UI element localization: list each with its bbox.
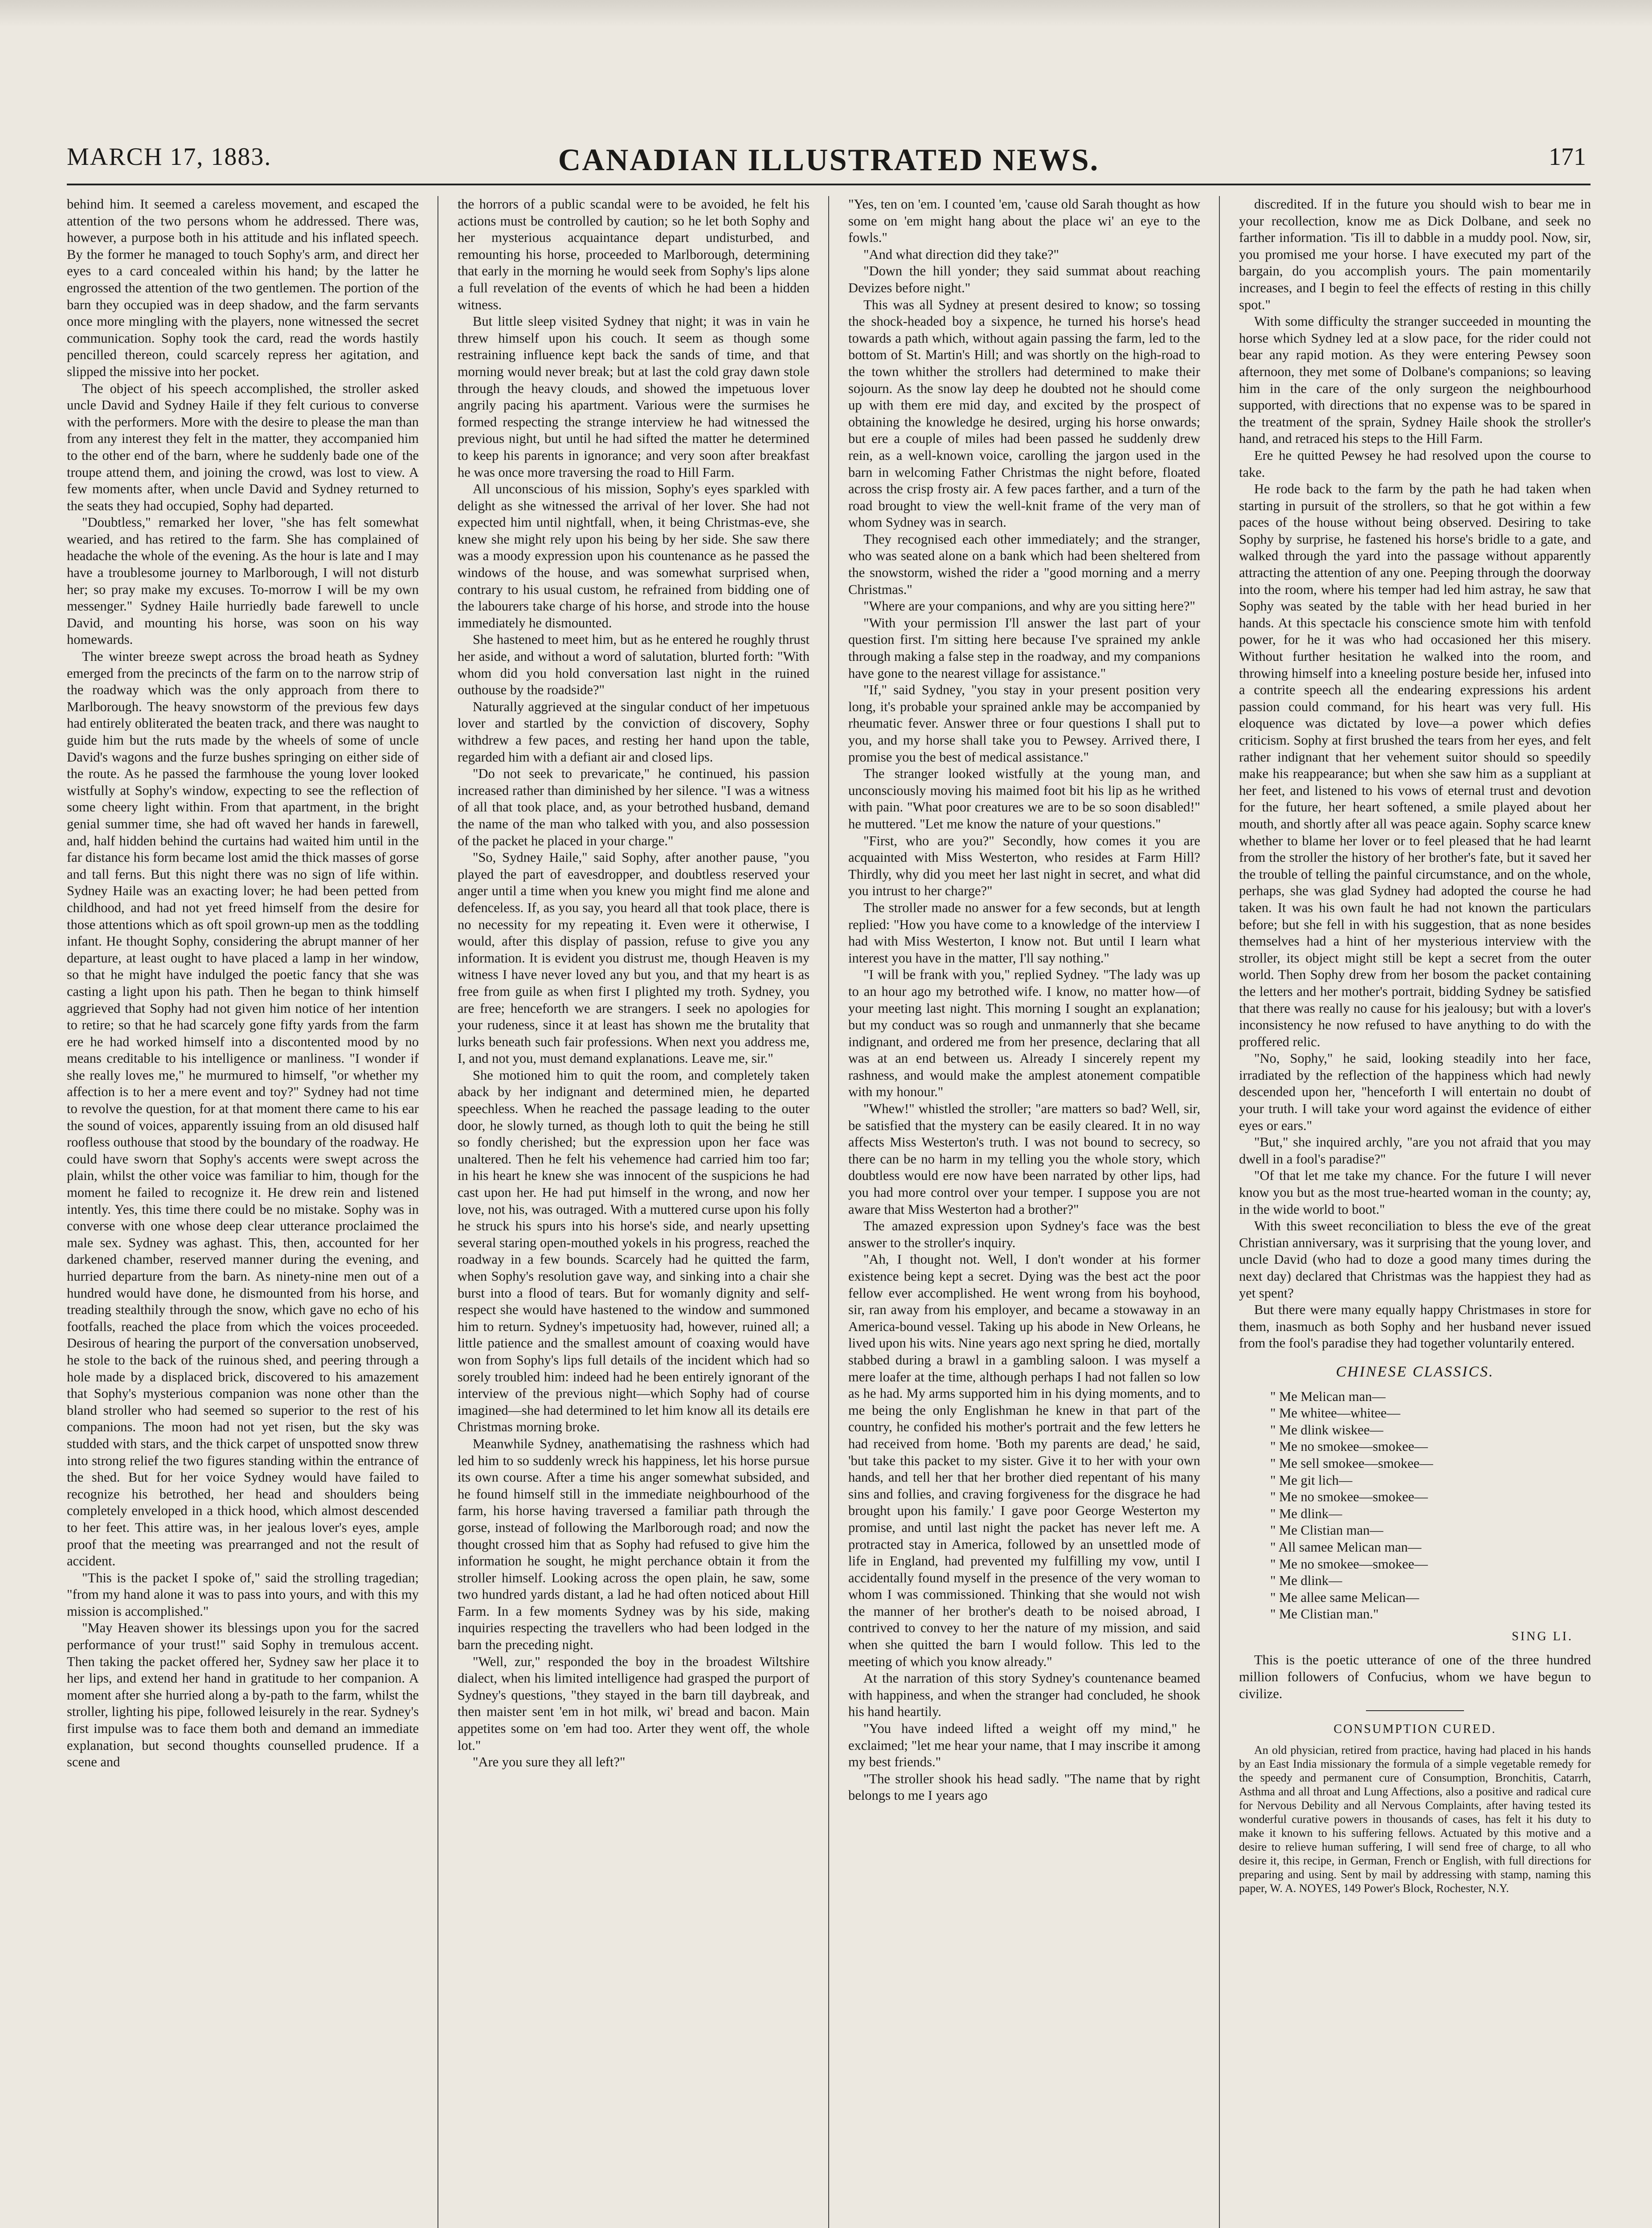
poem-note: This is the poetic utterance of one of the three hundred million followers of Confucius, whom we have begun to civilize.: [1239, 1652, 1591, 1701]
paragraph: "Down the hill yonder; they said summat about reaching Devizes before night.": [848, 263, 1200, 295]
page-number: 171: [1549, 143, 1586, 171]
poem-line: " Me Melican man—: [1270, 1388, 1386, 1404]
paragraph: Meanwhile Sydney, anathematising the rashness which had led him to so suddenly wreck his happiness, let his horse pursue its own course. After a time his anger somewhat subsided, and he found himself still in the immediate neighbourhood of the farm, his horse having traversed a familiar path through the gorse, instead of following the Marlborough road; and now the thought crossed him that as Sophy had refused to give him the information he sought, he might perchance obtain it from the stroller himself. Looking across the open plain, he saw, some two hundred yards distant, a lad he had often noticed about Hill Farm. In a few moments Sydney was by his side, making inquiries respecting the travellers who had been lodged in the barn the preceding night.: [458, 1436, 810, 1653]
paragraph: "But," she inquired archly, "are you not afraid that you may dwell in a fool's paradise?": [1239, 1134, 1591, 1167]
column-3: [848, 196, 1200, 2228]
paragraph: At the narration of this story Sydney's countenance beamed with happiness, and when the stranger had concluded, he shook his hand heartily.: [848, 1671, 1200, 1720]
paragraph: "Whew!" whistled the stroller; "are matters so bad? Well, sir, be satisfied that the mystery can be easily cleared. It in no way affects Miss Westerton's truth. I was not bound to secrecy, so there can be no harm in my telling you the whole story, which doubtless would ere now have been narrated by other lips, had you had more control over your temper. I suppose you are not aware that Miss Westerton had a brother?": [848, 1101, 1200, 1217]
paragraph: But there were many equally happy Christmases in store for them, inasmuch as both Sophy and her husband never issued from the fool's paradise they had together voluntarily entered.: [1239, 1302, 1591, 1351]
paragraph: behind him. It seemed a careless movement, and escaped the attention of the two persons whom he addressed. There was, however, a purpose both in his attitude and his inflated speech. By the former he managed to touch Sophy's arm, and direct her eyes to a card concealed within his hand; by the latter he engrossed the attention of the two gentlemen. The portion of the barn they occupied was in deep shadow, and the farm servants once more mingling with the players, none witnessed the secret communication. Sophy took the card, read the words hastily pencilled thereon, could scarcely repress her agitation, and slipped the missive into her pocket.: [67, 197, 419, 379]
poem-line: " Me no smokee—smokee—: [1270, 1439, 1428, 1454]
paragraph: He rode back to the farm by the path he had taken when starting in pursuit of the strollers, so that he got within a few paces of the house without being observed. Desiring to take Sophy by surprise, he fastened his horse's bridle to a gate, and walked through the yard into the passage without apparently attracting the attention of any one. Peeping through the doorway into the room, where his temper had led him astray, he saw that Sophy was seated by the table with her head buried in her hands. At this spectacle his conscience smote him with tenfold power, for he it was who had occasioned her this misery. Without further hesitation he walked into the room, and throwing himself into a kneeling posture beside her, infused into a contrite speech all the endearing expressions his ardent passion could command, for his heart was very full. His eloquence was dictated by love—a power which defies criticism. Sophy at first brushed the tears from her eyes, and felt rather indignant that her vehement suitor should so speedily make his reappearance; but when she saw him as a suppliant at her feet, and listened to his vows of eternal trust and devotion for the future, her heart softened, a smile played about her mouth, and shortly after all was peace again. Sophy scarce knew whether to blame her lover or to feel pleased that he had learnt from the stroller the history of her brother's fate, but it saved her the trouble of telling the painful circumstance, and on the whole, perhaps, she was glad Sydney had adopted the course he had taken. It was his own fault he had not known the particulars before; but she fell in with his suggestion, that as none besides themselves had a hint of her mysterious interview with the stroller, its object might still be kept a secret from the outer world. Then Sophy drew from her bosom the packet containing the letters and her mother's portrait, bidding Sydney be satisfied that there was really no cause for his jealousy; but with a lover's inconsistency he now refused to have anything to do with the proffered relic.: [1239, 481, 1591, 1049]
paragraph: "Of that let me take my chance. For the future I will never know you but as the most true-hearted woman in the county; ay, in the wide world to boot.": [1239, 1168, 1591, 1217]
paragraph: "Are you sure they all left?": [473, 1754, 626, 1770]
poem-line: " Me no smokee—smokee—: [1270, 1556, 1428, 1572]
paragraph: She motioned him to quit the room, and completely taken aback by her indignant and determined mien, he departed speechless. When he reached the passage leading to the outer door, he slowly turned, as though loth to quit the being he still so fondly cherished; but the expression upon her face was unaltered. Then he felt his vehemence had carried him too far; in his heart he knew she was innocent of the suspicions he had cast upon her. He had put himself in the wrong, and now her love, not his, was outraged. With a muttered curse upon his folly he struck his spurs into his horse's side, and nearly upsetting several staring open-mouthed yokels in his progress, reached the roadway in a few bounds. Scarcely had he quitted the farm, when Sophy's resolution gave way, and sinking into a chair she burst into a flood of tears. But for womanly dignity and self-respect she would have hastened to the window and summoned him to return. Sydney's impetuosity had, however, ruined all; a little patience and the smallest amount of coaxing would have won from Sophy's lips full details of the incident which had so sorely troubled him: indeed had he been entirely ignorant of the interview of the previous night—which Sophy had of course imagined—she had determined to let him know all its details ere Christmas morning broke.: [458, 1067, 810, 1435]
page-edge-shadow: [0, 0, 1652, 27]
paragraph: The stranger looked wistfully at the young man, and unconsciously moving his maimed foot bit his lip as he writhed with pain. "What poor creatures we are to be so soon disabled!" he muttered. "Let me know the nature of your questions.": [848, 766, 1200, 831]
paragraph: "Doubtless," remarked her lover, "she has felt somewhat wearied, and has retired to the farm. She has complained of headache the whole of the evening. As the hour is late and I may have a troublesome journey to Marlborough, I will not disturb her; so pray make my excuses. To-morrow I will be my own messenger." Sydney Haile hurriedly bade farewell to uncle David, and mounting his horse, was soon on his way homewards.: [67, 515, 419, 647]
newspaper-page: [67, 80, 1591, 2228]
poem-title: CHINESE CLASSICS.: [1336, 1363, 1494, 1380]
paragraph: "The stroller shook his head sadly. "The name that by right belongs to me I years ago: [848, 1771, 1200, 1803]
poem-line: " Me Clistian man—: [1270, 1523, 1383, 1538]
paragraph: "First, who are you?" Secondly, how comes it you are acquainted with Miss Westerton, who resides at Farm Hill? Thirdly, why did you meet her last night in secret, and what did you intrust to her charge?": [848, 833, 1200, 899]
poem-line: " Me git lich—: [1270, 1472, 1353, 1488]
poem: [1239, 1388, 1591, 1623]
paragraph: "Well, zur," responded the boy in the broadest Wiltshire dialect, when his limited intelligence had grasped the purport of Sydney's questions, "they stayed in the barn till daybreak, and then maister sent 'em in hot milk, wi' bread and bacon. Main appetites some on 'em had too. Arter they went off, the whole lot.": [458, 1654, 810, 1753]
column-2: [458, 196, 810, 2228]
paragraph: "I will be frank with you," replied Sydney. "The lady was up to an hour ago my betrothed wife. I know, no matter how—of your meeting last night. This morning I sought an explanation; but my conduct was so rough and unmannerly that she became indignant, and ordered me from her presence, declaring that all was at an end between us. Already I sincerely repent my rashness, and would make the amplest atonement compatible with my honour.": [848, 967, 1200, 1100]
poem-line: " Me Clistian man.": [1270, 1606, 1379, 1622]
column-4-story: [1239, 196, 1591, 1352]
section-rule: [1366, 1710, 1464, 1711]
paragraph: She hastened to meet him, but as he entered he roughly thrust her aside, and without a word of salutation, blurted forth: "With whom did you hold conversation last night in the ruined outhouse by the roadside?": [458, 632, 810, 698]
paragraph: "Do not seek to prevaricate," he continued, his passion increased rather than diminished by her silence. "I was a witness of all that took place, and, as your betrothed husband, demand the name of the man who talked with you, and also possession of the packet he placed in your charge.": [458, 766, 810, 848]
notice-title: CONSUMPTION CURED.: [1333, 1722, 1497, 1737]
column-4: [1239, 196, 1591, 2228]
poem-line: " Me dlink—: [1270, 1573, 1342, 1589]
paragraph: "If," said Sydney, "you stay in your present position very long, it's probable your sprained ankle may be accompanied by rheumatic fever. Answer three or four questions I shall put to you, and my horse shall take you to Pewsey. Arrived there, I promise you the best of medical assistance.": [848, 682, 1200, 765]
poem-line: " Me dlink—: [1270, 1506, 1342, 1521]
paragraph: "With your permission I'll answer the last part of your question first. I'm sitting here because I've sprained my ankle through making a false step in the roadway, and my companions have gone to the nearest village for assistance.": [848, 615, 1200, 681]
paragraph: "And what direction did they take?": [863, 246, 1059, 262]
paragraph: "No, Sophy," he said, looking steadily into her face, irradiated by the reflection of the happiness which had newly descended upon her, "henceforth I will entertain no doubt of your truth. I will take your word against the evidence of either eyes or ears.": [1239, 1051, 1591, 1133]
column-divider: [828, 196, 829, 2228]
paragraph: "Ah, I thought not. Well, I don't wonder at his former existence being kept a secret. Dying was the best act the poor fellow ever accomplished. He went wrong from his boyhood, sir, ran away from his employer, and became a stowaway in an America-bound vessel. Taking up his abode in New Orleans, he lived upon his wits. Nine years ago next spring he died, mortally stabbed during a brawl in a gambling saloon. I was myself a mere loafer at the time, although perhaps I had not fallen so low as he had. My arms supported him in his dying moments, and to me being the only Englishman he knew in that part of the country, he confided his mother's portrait and the few letters he had received from home. 'Both my parents are dead,' he said, 'but take this packet to my sister. Give it to her with your own hands, and tell her that her brother died repentant of his many sins and follies, and craving forgiveness for the disgrace he had brought upon his family.' I gave poor George Westerton my promise, and until last night the packet has never left me. A protracted stay in America, followed by an unsettled mode of life in England, had prevented my fulfilling my vow, until I accidentally found myself in the presence of the very woman to whom I was commissioned. Thinking that she would not wish the manner of her brother's death to be noised abroad, I contrived to convey to her the nature of my mission, and said when she quitted the barn I would follow. This led to the meeting of which you know already.": [848, 1252, 1200, 1669]
paragraph: Naturally aggrieved at the singular conduct of her impetuous lover and startled by the conviction of discovery, Sophy withdrew a few paces, and resting her hand upon the table, regarded him with a defiant air and closed lips.: [458, 699, 810, 765]
paragraph: the horrors of a public scandal were to be avoided, he felt his actions must be controlled by caution; so he let both Sophy and her mysterious acquaintance depart undisturbed, and remounting his horse, proceeded to Marlborough, determining that early in the morning he would seek from Sophy's lips alone a full revelation of the events of which he had been a hidden witness.: [458, 197, 810, 312]
poem-line: " All samee Melican man—: [1270, 1539, 1422, 1555]
paragraph: All unconscious of his mission, Sophy's eyes sparkled with delight as she witnessed the arrival of her lover. She had not expected him until nightfall, when, it being Christmas-eve, she knew she might rely upon his being by her side. She saw there was a moody expression upon his countenance as he passed the windows of the house, and was somewhat surprised when, contrary to his usual custom, he refrained from bidding one of the labourers take charge of his horse, and strode into the house immediately he dismounted.: [458, 481, 810, 631]
poem-line: " Me dlink wiskee—: [1270, 1422, 1383, 1438]
paragraph: The object of his speech accomplished, the stroller asked uncle David and Sydney Haile if they felt curious to converse with the performers. More with the desire to please the man than from any interest they felt in the matter, they accompanied him to the other end of the barn, where he suddenly bade one of the troupe attend them, and joining the crowd, was lost to view. A few moments after, when uncle David and Sydney returned to the seats they had occupied, Sophy had departed.: [67, 381, 419, 513]
poem-line: " Me sell smokee—smokee—: [1270, 1455, 1433, 1471]
paragraph: This was all Sydney at present desired to know; so tossing the shock-headed boy a sixpence, he turned his horse's head towards a path which, without again passing the farm, led to the bottom of St. Martin's Hill; and was shortly on the high-road to the town whither the strollers had determined to make their sojourn. As the snow lay deep he doubted not he should come up with them ere mid day, and excited by the prospect of obtaining the knowledge he desired, urging his horse onwards; but ere a couple of miles had been passed he suddenly drew rein, as a well-known voice, carolling the jargon used in the barn in welcoming Father Christmas the night before, floated across the crisp frosty air. A few paces farther, and a turn of the road brought to view the well-knit frame of the very man of whom Sydney was in search.: [848, 297, 1200, 530]
text-columns: [67, 196, 1591, 2228]
poem-line: " Me whitee—whitee—: [1270, 1405, 1400, 1421]
page-header: [67, 143, 1591, 201]
column-divider: [1219, 196, 1220, 2228]
masthead-title: CANADIAN ILLUSTRATED NEWS.: [558, 143, 1100, 177]
poem-signature: SING LI.: [1512, 1629, 1573, 1643]
paragraph: "This is the packet I spoke of," said the strolling tragedian; "from my hand alone it was to pass into yours, and with this my mission is accomplished.": [67, 1570, 419, 1619]
header-rule: [67, 184, 1591, 185]
paragraph: The amazed expression upon Sydney's face was the best answer to the stroller's inquiry.: [848, 1218, 1200, 1250]
paragraph: They recognised each other immediately; and the stranger, who was seated alone on a bank which had been sheltered from the snowstorm, wished the rider a "good morning and a merry Christmas.": [848, 531, 1200, 597]
paragraph: "You have indeed lifted a weight off my mind," he exclaimed; "let me hear your name, that I may inscribe it among my best friends.": [848, 1721, 1200, 1770]
notice-text: An old physician, retired from practice, having had placed in his hands by an East India missionary the formula of a simple vegetable remedy for the speedy and permanent cure of Consumption, Bronchitis, Catarrh, Asthma and all throat and Lung Affections, also a positive and radical cure for Nervous Debility and all Nervous Complaints, after having tested its wonderful curative powers in thousands of cases, has felt it his duty to make it known to his suffering fellows. Actuated by this motive and a desire to relieve human suffering, I will send free of charge, to all who desire it, this recipe, in German, French or English, with full directions for preparing and using. Sent by mail by addressing with stamp, naming this paper, W. A. NOYES, 149 Power's Block, Rochester, N.Y.: [1239, 1743, 1591, 1895]
paragraph: "Where are your companions, and why are you sitting here?": [863, 598, 1195, 614]
issue-date: MARCH 17, 1883.: [67, 143, 272, 171]
paragraph: With some difficulty the stranger succeeded in mounting the horse which Sydney led at a slow pace, for the rider could not bear any rapid motion. As they were entering Pewsey soon afternoon, they met some of Dolbane's companions; so leaving him in the care of the only surgeon the neighbourhood supported, with directions that no expense was to be spared in the treatment of the sprain, Sydney Haile shook the stroller's hand, and retraced his steps to the Hill Farm.: [1239, 314, 1591, 446]
paragraph: "May Heaven shower its blessings upon you for the sacred performance of your trust!" said Sophy in tremulous accent. Then taking the packet offered her, Sydney saw her place it to her lips, and extend her hand in gratitude to her companion. A moment after she hurried along a by-path to the farm, whilst the stroller, lighting his pipe, followed leisurely in the rear. Sydney's first impulse was to face them both and demand an immediate explanation, but second thoughts counselled prudence. If a scene and: [67, 1620, 419, 1770]
paragraph: "Yes, ten on 'em. I counted 'em, 'cause old Sarah thought as how some on 'em might hang about the place wi' an eye to the fowls.": [848, 197, 1200, 246]
poem-line: " Me no smokee—smokee—: [1270, 1489, 1428, 1505]
paragraph: But little sleep visited Sydney that night; it was in vain he threw himself upon his couch. It seem as though some restraining influence kept back the sands of time, and that morning would never break; but at last the cold gray dawn stole through the heavy clouds, and showed the impetuous lover angrily pacing his apartment. Various were the surmises he formed respecting the strange interview he had witnessed the previous night, but until he had sifted the matter he determined to keep his parents in ignorance; and very soon after breakfast he was once more traversing the road to Hill Farm.: [458, 314, 810, 480]
column-1: [67, 196, 419, 2228]
paragraph: With this sweet reconciliation to bless the eve of the great Christian anniversary, was it surprising that the young lover, and uncle David (who had to doze a good many times during the next day) declared that Christmas was the happiest they had as yet spent?: [1239, 1218, 1591, 1301]
paragraph: "So, Sydney Haile," said Sophy, after another pause, "you played the part of eavesdropper, and doubtless reserved your anger until a time when you knew you might find me alone and defenceless. If, as you say, you heard all that took place, there is no necessity for my repeating it. Even were it otherwise, I would, after this display of passion, refuse to give you any information. It is evident you distrust me, though Heaven is my witness I have never loved any but you, and that my heart is as free from guile as when first I plighted my troth. Sydney, you are free; henceforth we are strangers. I seek no apologies for your rudeness, since it at least has shown me the brutality that lurks beneath such fair professions. When next you address me, I, and not you, must demand explanations. Leave me, sir.": [458, 850, 810, 1066]
paragraph: The winter breeze swept across the broad heath as Sydney emerged from the precincts of the farm on to the narrow strip of the roadway which was the only approach from there to Marlborough. The heavy snowstorm of the previous few days had entirely obliterated the beaten track, and there was naught to guide him but the ruts made by the wheels of some of uncle David's wagons and the furze bushes springing on either side of the route. As he passed the farmhouse the young lover looked wistfully at Sophy's window, expecting to see the reflection of some cheery light within. From that apartment, in the bright genial summer time, she had oft waved her hands in farewell, and, half hidden behind the curtains had waited him until in the far distance his form became lost amid the thick masses of gorse and tall ferns. But this night there was no sign of life within. Sydney Haile was an exacting lover; he had been petted from childhood, and had not yet freed himself from the desire for those attentions which as oft spoil grown-up men as the toddling infant. He thought Sophy, considering the abrupt manner of her departure, at least ought to have placed a lamp in her window, so that he might have indulged the poetic fancy that she was casting a light upon his path. Then he began to think himself aggrieved that Sophy had not given him notice of her intention to retire; so that he had scarcely gone fifty yards from the farm ere he had worked himself into a discontented mood by no means creditable to his intelligence or manliness. "I wonder if she really loves me," he murmured to himself, "or whether my affection is to her a mere event and toy?" Sydney had not time to revolve the question, for at that moment there came to his ear the sound of voices, apparently issuing from an old disused half roofless outhouse that stood by the boundary of the roadway. He could have sworn that Sophy's accents were swept across the plain, whilst the other voice was familiar to him, though for the moment he failed to recognize it. He drew rein and listened intently. Yes, this time there could be no mistake. Sophy was in converse with one whose deep clear utterance proclaimed the male sex. Sydney was aghast. This, then, accounted for her darkened chamber, reserved manner during the evening, and hurried departure from the barn. As ninety-nine men out of a hundred would have done, he dismounted from his horse, and treading stealthily through the snow, which gave no echo of his footfalls, reached the place from which the voices proceeded. Desirous of hearing the purport of the conversation unobserved, he stole to the back of the ruinous shed, and peering through a hole made by a displaced brick, discovered to his amazement that Sophy's mysterious companion was none other than the bland stroller who had seemed so superior to the rest of his companions. The moon had not yet risen, but the sky was studded with stars, and the thick carpet of unspotted snow threw into strong relief the two figures standing within the entrance of the shed. But for her voice Sydney would have failed to recognize his betrothed, her head and shoulders being completely enveloped in a thick hood, which almost descended to her feet. This attire was, in her jealous lover's eyes, ample proof that the meeting was prearranged and not the result of accident.: [67, 649, 419, 1569]
paragraph: The stroller made no answer for a few seconds, but at length replied: "How you have come to a knowledge of the interview I had with Miss Westerton, I know not. But until I learn what interest you have in the matter, I'll say nothing.": [848, 900, 1200, 966]
paragraph: discredited. If in the future you should wish to bear me in your recollection, know me as Dick Dolbane, and seek no farther information. 'Tis ill to dabble in a muddy pool. Now, sir, you promised me your horse. I have executed my part of the bargain, do you accomplish yours. The pain momentarily increases, and I begin to feel the effects of resting in this chilly spot.": [1239, 197, 1591, 312]
poem-line: " Me allee same Melican—: [1270, 1589, 1419, 1605]
paragraph: Ere he quitted Pewsey he had resolved upon the course to take.: [1239, 447, 1591, 480]
